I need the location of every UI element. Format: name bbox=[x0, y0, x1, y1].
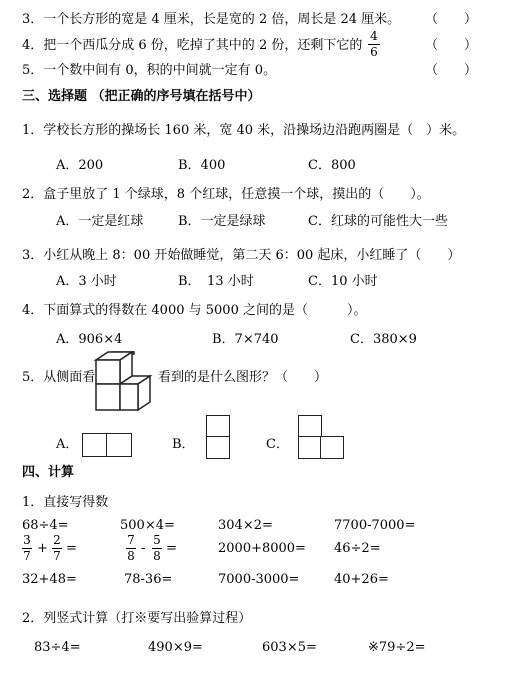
cube-front-lower-right bbox=[120, 384, 138, 410]
choice-q3: 3．小红从晚上 8：00 开始做睡觉，第二天 6：00 起床，小红睡了（ ） bbox=[22, 248, 461, 263]
calc-sub1: 1．直接写得数 bbox=[22, 495, 109, 510]
judge-q4-paren[interactable]: （ ） bbox=[425, 38, 478, 53]
choice-q4: 4．下面算式的得数在 4000 与 5000 之间的是（ ）。 bbox=[22, 303, 367, 318]
choice-q3-b[interactable]: B． 13 小时 bbox=[178, 274, 254, 289]
calc-item: 500×4= bbox=[120, 518, 175, 533]
square bbox=[298, 436, 322, 459]
choice-q4-c[interactable]: C．380×9 bbox=[350, 332, 417, 347]
judge-q3: 3．一个长方形的宽是 4 厘米，长是宽的 2 倍，周长是 24 厘米。 bbox=[22, 12, 401, 27]
fraction-numerator: 4 bbox=[370, 29, 378, 43]
calc-item: 2000+8000= bbox=[218, 541, 306, 556]
equals-sign: = bbox=[66, 541, 77, 556]
calc-item: 490×9= bbox=[148, 640, 203, 655]
choice-q5-b-label[interactable]: B． bbox=[172, 437, 195, 452]
choice-q1-a[interactable]: A．200 bbox=[56, 158, 104, 173]
calc-sub2: 2．列竖式计算（打※要写出验算过程） bbox=[22, 611, 252, 626]
choice-q3-c[interactable]: C．10 小时 bbox=[308, 274, 378, 289]
choice-q2-a[interactable]: A．一定是红球 bbox=[56, 214, 144, 229]
section4-title: 四、计算 bbox=[22, 465, 75, 480]
fraction-denominator: 7 bbox=[23, 549, 31, 563]
choice-q5-a-label[interactable]: A． bbox=[56, 437, 79, 452]
fraction-denominator: 8 bbox=[153, 549, 161, 563]
choice-q5-question: 看到的是什么图形？（ ） bbox=[158, 370, 328, 385]
calc-item: 603×5= bbox=[262, 640, 317, 655]
choice-q5-c-label[interactable]: C． bbox=[266, 437, 289, 452]
choice-q1: 1．学校长方形的操场长 160 米，宽 40 米，沿操场边沿跑两圈是（ ）米。 bbox=[22, 123, 466, 138]
plus-sign: + bbox=[37, 541, 48, 556]
fraction-numerator: 7 bbox=[127, 533, 135, 547]
judge-q3-paren[interactable]: （ ） bbox=[425, 12, 478, 27]
fraction-denominator: 7 bbox=[53, 549, 61, 563]
fraction-numerator: 2 bbox=[53, 533, 61, 547]
fraction-numerator: 3 bbox=[23, 533, 31, 547]
judge-q5-paren[interactable]: （ ） bbox=[425, 63, 478, 78]
choice-q4-b[interactable]: B．7×740 bbox=[212, 332, 279, 347]
choice-q1-b[interactable]: B．400 bbox=[178, 158, 226, 173]
calc-item: 40+26= bbox=[334, 572, 389, 587]
fraction bbox=[152, 534, 162, 563]
square bbox=[206, 415, 230, 438]
equals-sign: = bbox=[166, 541, 177, 556]
choice-q2-b[interactable]: B．一定是绿球 bbox=[178, 214, 266, 229]
section3-title: 三、选择题 （把正确的序号填在括号中） bbox=[22, 89, 261, 104]
choice-q3-a[interactable]: A．3 小时 bbox=[56, 274, 117, 289]
calc-item: ※79÷2= bbox=[368, 640, 426, 655]
calc-item: 46÷2= bbox=[334, 541, 381, 556]
judge-q4: 4．把一个西瓜分成 6 份，吃掉了其中的 2 份，还剩下它的 bbox=[22, 38, 363, 53]
cube-front-upper bbox=[96, 360, 120, 384]
calc-item: 68÷4= bbox=[22, 518, 69, 533]
choice-q2-c[interactable]: C．红球的可能性大一些 bbox=[308, 214, 448, 229]
choice-q4-a[interactable]: A．906×4 bbox=[56, 332, 123, 347]
cube-front-lower-left bbox=[96, 384, 120, 410]
stacked-cubes-figure bbox=[92, 350, 154, 414]
calc-item: 78-36= bbox=[124, 572, 173, 587]
calc-item: 7700-7000= bbox=[334, 518, 416, 533]
square bbox=[206, 436, 230, 459]
calc-item: 304×2= bbox=[218, 518, 273, 533]
choice-q1-c[interactable]: C．800 bbox=[308, 158, 356, 173]
fraction-numerator: 5 bbox=[153, 533, 161, 547]
judge-q5: 5．一个数中间有 0，积的中间就一定有 0。 bbox=[22, 63, 277, 78]
choice-q5: 5．从侧面看 bbox=[22, 370, 96, 385]
fraction-denominator: 8 bbox=[127, 549, 135, 563]
calc-item: 32+48= bbox=[22, 572, 77, 587]
choice-q2: 2．盒子里放了 1 个绿球，8 个红球，任意摸一个球，摸出的（ ）。 bbox=[22, 187, 430, 202]
judge-q4-fraction bbox=[368, 30, 380, 59]
minus-sign: - bbox=[141, 541, 146, 556]
fraction bbox=[52, 534, 62, 563]
square bbox=[82, 433, 108, 457]
fraction bbox=[126, 534, 136, 563]
calc-item: 83÷4= bbox=[34, 640, 81, 655]
square bbox=[320, 436, 344, 459]
fraction-denominator: 6 bbox=[370, 45, 378, 59]
square bbox=[298, 415, 322, 438]
fraction bbox=[22, 534, 32, 563]
calc-item: 7000-3000= bbox=[218, 572, 300, 587]
square bbox=[106, 433, 132, 457]
